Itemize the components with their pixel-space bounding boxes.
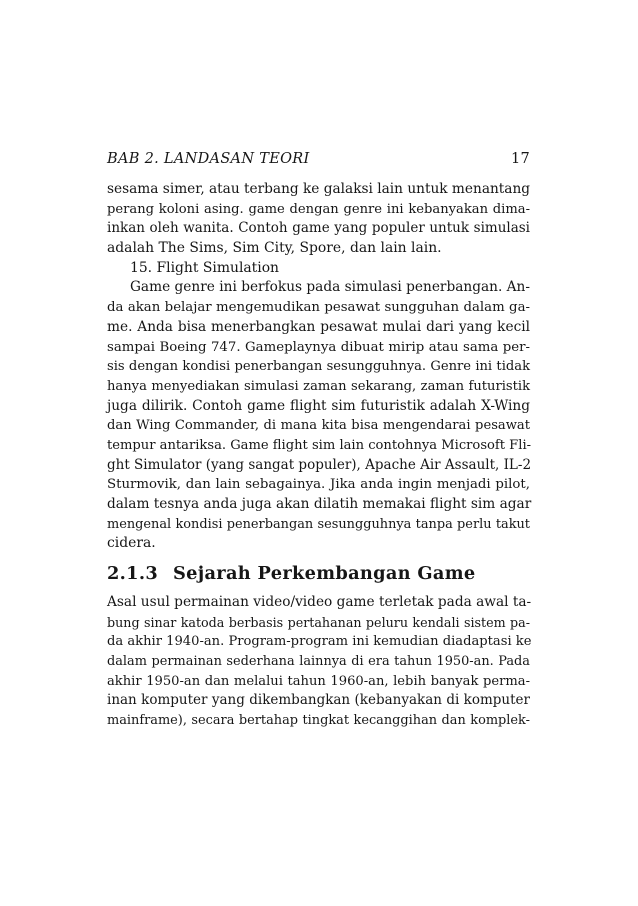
text-line: ght Simulator (yang sangat populer), Apache Air Assault, IL-2 bbox=[107, 456, 532, 473]
chapter-title: BAB 2. LANDASAN TEORI bbox=[107, 151, 310, 167]
text-line: Game genre ini berfokus pada simulasi penerbangan. An- bbox=[130, 279, 530, 296]
text-line: juga dilirik. Contoh game flight sim futuristik adalah X-Wing bbox=[107, 397, 530, 414]
text-line: Sturmovik, dan lain sebagainya. Jika anda ingin menjadi pilot, bbox=[107, 477, 530, 493]
text-line: hanya menyediakan simulasi zaman sekarang, zaman futuristik bbox=[107, 378, 530, 394]
text-line: sampai Boeing 747. Gameplaynya dibuat mirip atau sama per- bbox=[107, 339, 530, 355]
list-item-heading: 15. Flight Simulation bbox=[130, 259, 279, 276]
text-line: Asal usul permainan video/video game terletak pada awal ta- bbox=[107, 594, 532, 610]
text-line: dan Wing Commander, di mana kita bisa mengendarai pesawat bbox=[107, 418, 530, 434]
text-line: mainframe), secara bertahap tingkat kecanggihan dan komplek- bbox=[107, 713, 530, 729]
text-line: inan komputer yang dikembangkan (kebanyakan di komputer bbox=[107, 692, 530, 709]
text-line: sis dengan kondisi penerbangan sesungguhnya. Genre ini tidak bbox=[107, 359, 530, 375]
text-line: dalam permainan sederhana lainnya di era tahun 1950-an. Pada bbox=[107, 654, 530, 670]
text-line: dalam tesnya anda juga akan dilatih memakai flight sim agar bbox=[107, 496, 532, 512]
text-line: da akan belajar mengemudikan pesawat sungguhan dalam ga- bbox=[107, 300, 530, 316]
running-header bbox=[107, 151, 530, 171]
section-heading bbox=[107, 563, 530, 589]
text-line: da akhir 1940-an. Program-program ini kemudian diadaptasi ke bbox=[107, 634, 532, 650]
text-line: mengenal kondisi penerbangan sesungguhnya tanpa perlu takut bbox=[107, 516, 530, 532]
page-number: 17 bbox=[510, 151, 530, 167]
text-line: sesama simer, atau terbang ke galaksi lain untuk menantang bbox=[107, 181, 531, 197]
text-line: inkan oleh wanita. Contoh game yang populer untuk simulasi bbox=[107, 220, 530, 237]
upper-body-text bbox=[107, 180, 530, 554]
text-line: bung sinar katoda berbasis pertahanan peluru kendali sistem pa- bbox=[107, 614, 530, 630]
section-title: Sejarah Perkembangan Game bbox=[173, 563, 476, 584]
lower-body-text bbox=[107, 593, 530, 731]
section-number: 2.1.3 bbox=[107, 563, 158, 584]
text-line: perang koloni asing. game dengan genre ini kebanyakan dima- bbox=[107, 201, 530, 217]
text-line: me. Anda bisa menerbangkan pesawat mulai dari yang kecil bbox=[107, 318, 530, 335]
text-line: adalah The Sims, Sim City, Spore, dan lain lain. bbox=[107, 240, 442, 257]
text-line: cidera. bbox=[107, 535, 156, 552]
text-line: akhir 1950-an dan melalui tahun 1960-an, lebih banyak perma- bbox=[107, 673, 530, 689]
text-line: tempur antariksa. Game flight sim lain contohnya Microsoft Fli- bbox=[107, 437, 532, 453]
